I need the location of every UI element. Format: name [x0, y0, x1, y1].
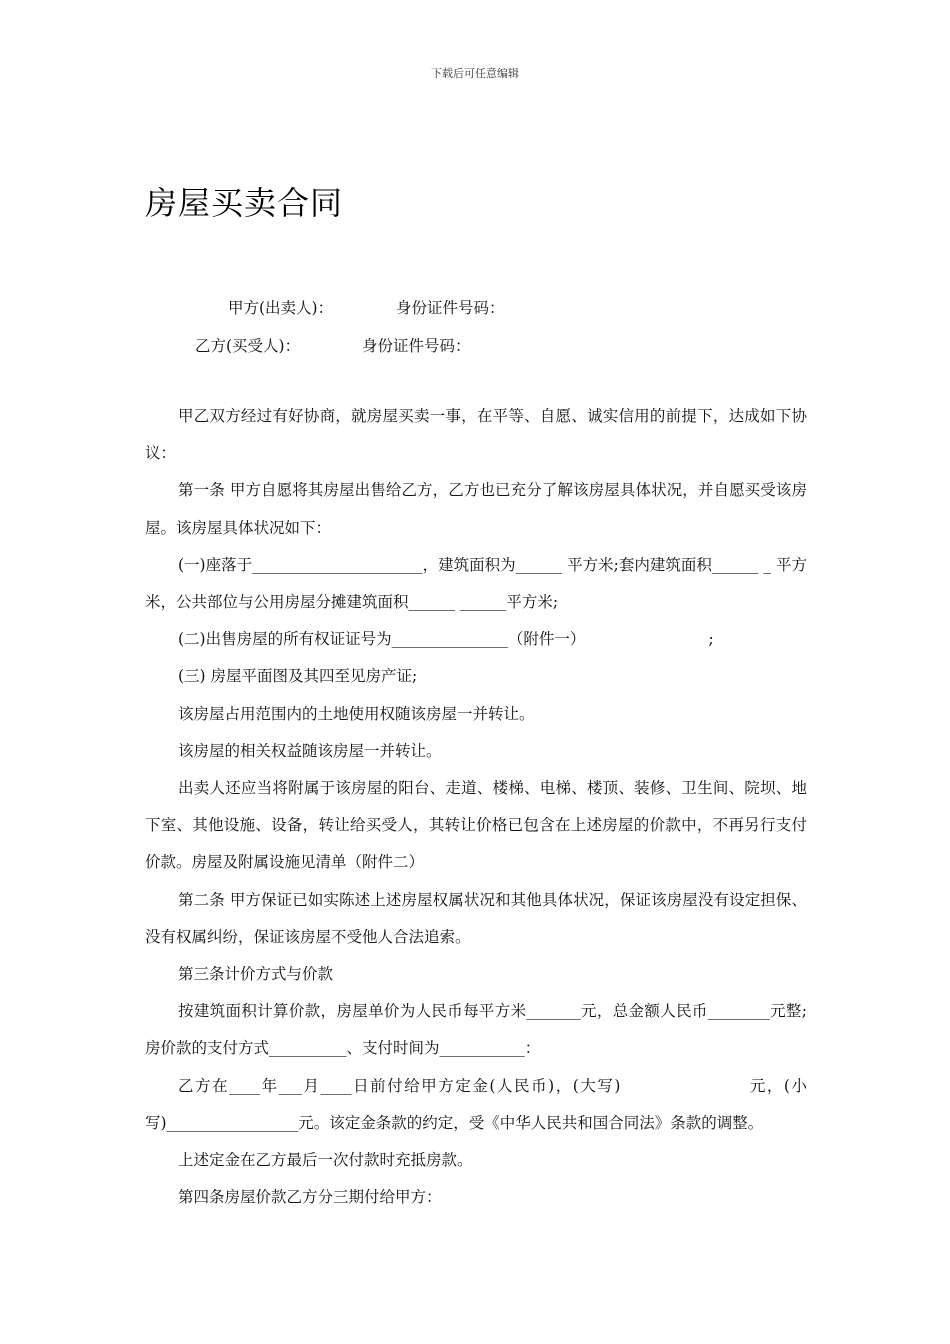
paragraph-facilities: 出卖人还应当将附属于该房屋的阳台、走道、楼梯、电梯、楼顶、装修、卫生间、院坝、地下室、其他设施、设备，转让给买受人，其转让价格已包含在上述房屋的价款中，不再另行支付价款。房屋及附属设施见清单（附件二） — [145, 779, 807, 872]
paragraph-location: (一)座落于______________________，建筑面积为______ 平方米;套内建筑面积______ _ 平方米，公共部位与公用房屋分摊建筑面积______ ______平方米; — [145, 555, 807, 612]
document-title: 房屋买卖合同 — [145, 184, 344, 222]
paragraph-land-use: 该房屋占用范围内的土地使用权随该房屋一并转让。 — [178, 704, 535, 723]
paragraph-preamble: 甲乙双方经过有好协商，就房屋买卖一事，在平等、自愿、诚实信用的前提下，达成如下协议： — [145, 407, 807, 463]
contract-body — [145, 398, 807, 1216]
paragraph-certificate: (二)出售房屋的所有权证证号为_______________（附件一） ; — [178, 630, 714, 649]
paragraph-rights: 该房屋的相关权益随该房屋一并转让。 — [178, 741, 442, 760]
paragraph-article-3-heading: 第三条计价方式与价款 — [178, 965, 334, 984]
paragraph-deposit-offset: 上述定金在乙方最后一次付款时充抵房款。 — [178, 1151, 473, 1170]
paragraph-article-4-heading: 第四条房屋价款乙方分三期付给甲方： — [178, 1188, 442, 1207]
party-a-id-label: 身份证件号码： — [396, 299, 505, 317]
party-b-id-label: 身份证件号码： — [362, 337, 471, 355]
paragraph-article-2: 第二条 甲方保证已如实陈述上述房屋权属状况和其他具体状况，保证该房屋没有设定担保、没有权属纠纷，保证该房屋不受他人合法追索。 — [145, 890, 807, 946]
party-b-label: 乙方(买受人)： — [195, 337, 301, 355]
paragraph-article-1: 第一条 甲方自愿将其房屋出售给乙方，乙方也已充分了解该房屋具体状况，并自愿买受该房屋。该房屋具体状况如下： — [145, 481, 807, 537]
paragraph-floor-plan: (三) 房屋平面图及其四至见房产证; — [178, 667, 418, 686]
paragraph-pricing: 按建筑面积计算价款，房屋单价为人民币每平方米_______元，总金额人民币________元整;房价款的支付方式__________、支付时间为___________： — [145, 1002, 807, 1058]
header-note: 下载后可任意编辑 — [431, 67, 519, 80]
paragraph-deposit: 乙方在____年___月____日前付给甲方定金(人民币)，(大写) 元，(小写)_________________元。该定金条款的约定，受《中华人民共和国合同法》条款的调整。 — [145, 1076, 807, 1132]
party-a-label: 甲方(出卖人)： — [228, 299, 334, 317]
